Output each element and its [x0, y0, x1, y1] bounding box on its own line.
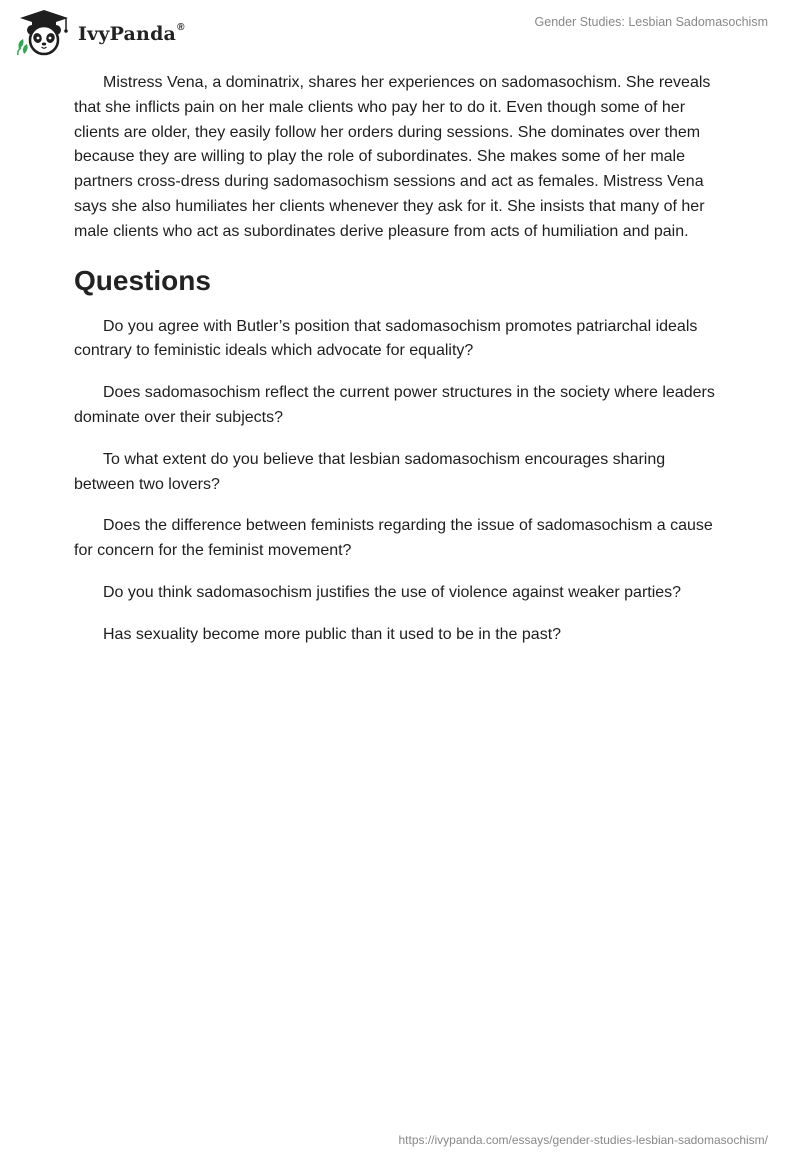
questions-heading: Questions [74, 264, 211, 296]
question-item: Do you agree with Butler’s position that sadomasochism promotes patriarchal ideals contrary to feministic ideals which advocate for equality? [74, 317, 698, 360]
panda-graduation-cap-icon [15, 9, 73, 57]
essay-content [74, 71, 730, 665]
question-item: To what extent do you believe that lesbian sadomasochism encourages sharing between two lovers? [74, 450, 666, 493]
question-item: Does the difference between feminists regarding the issue of sadomasochism a cause for concern for the feminist movement? [74, 517, 713, 560]
brand-name-text: IvyPanda [78, 23, 177, 45]
running-title: Gender Studies: Lesbian Sadomasochism [534, 15, 768, 29]
brand-name [78, 23, 185, 45]
question-item: Do you think sadomasochism justifies the use of violence against weaker parties? [103, 583, 682, 601]
questions-list [74, 315, 730, 648]
footer-source-url[interactable]: https://ivypanda.com/essays/gender-studies-lesbian-sadomasochism/ [398, 1133, 768, 1147]
page-header [0, 0, 800, 70]
registered-mark: ® [177, 21, 185, 33]
question-item: Has sexuality become more public than it used to be in the past? [103, 625, 562, 643]
ivypanda-logo[interactable] [15, 8, 185, 58]
intro-paragraph: Mistress Vena, a dominatrix, shares her experiences on sadomasochism. She reveals that she inflicts pain on her male clients who pay her to do it. Even though some of her clients are older, they easily follow her orders during sessions. She dominates over them because they are willing to play the role of subordinates. She makes some of her male partners cross-dress during sadomasochism sessions and act as females. Mistress Vena says she also humiliates her clients whenever they ask for it. She insists that many of her male clients who act as subordinates derive pleasure from acts of humiliation and pain. [74, 74, 711, 240]
question-item: Does sadomasochism reflect the current power structures in the society where leaders dominate over their subjects? [74, 384, 715, 426]
